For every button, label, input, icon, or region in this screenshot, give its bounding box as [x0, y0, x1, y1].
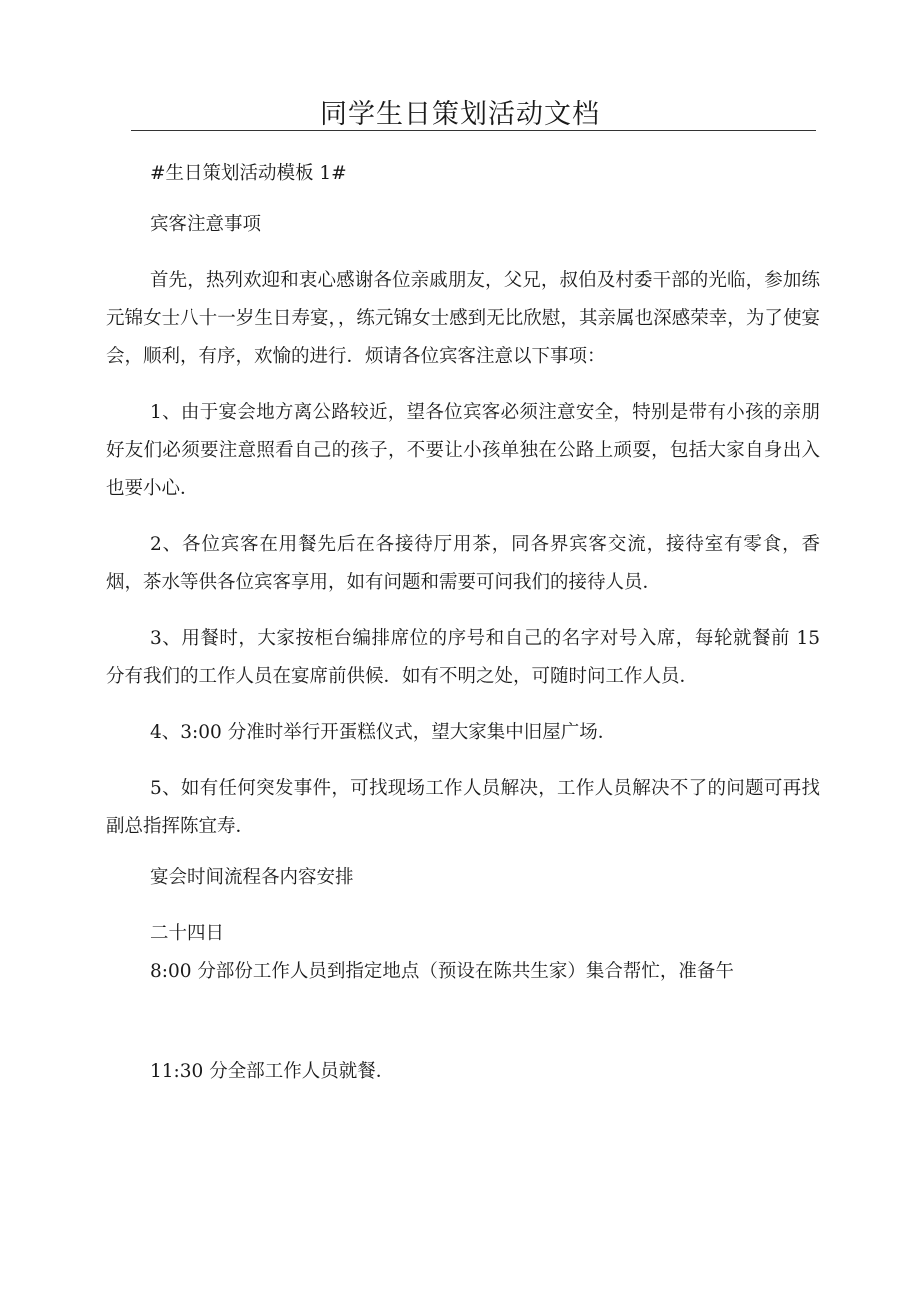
- notice-item-3: 3、用餐时，大家按柜台编排席位的序号和自己的名字对号入席，每轮就餐前 15 分有我们的工作人员在宴席前供候．如有不明之处，可随时问工作人员．: [106, 628, 820, 687]
- section-heading-schedule: 宴会时间流程各内容安排: [150, 867, 354, 888]
- schedule-entry-1: 8:00 分部份工作人员到指定地点（预设在陈共生家）集合帮忙，准备午: [150, 961, 734, 982]
- template-heading: #生日策划活动模板 1#: [150, 163, 347, 184]
- notice-item-2: 2、各位宾客在用餐先后在各接待厅用茶，同各界宾客交流，接待室有零食，香烟，茶水等供各位宾客享用，如有问题和需要可问我们的接待人员．: [106, 534, 820, 593]
- notice-item-5: 5、如有任何突发事件，可找现场工作人员解决，工作人员解决不了的问题可再找副总指挥陈宜寿．: [106, 778, 820, 837]
- document-body: [106, 155, 820, 1091]
- notice-item-4: 4、3:00 分准时举行开蛋糕仪式，望大家集中旧屋广场．: [150, 722, 617, 743]
- intro-paragraph: 首先，热列欢迎和衷心感谢各位亲戚朋友，父兄，叔伯及村委干部的光临，参加练元锦女士八十一岁生日寿宴，，练元锦女士感到无比欣慰，其亲属也深感荣幸，为了使宴会，顺利，有序，欢愉的进行．烦请各位宾客注意以下事项：: [106, 270, 820, 367]
- title-underline: [131, 130, 816, 131]
- day-label: 二十四日: [150, 923, 225, 944]
- page-title: 同学生日策划活动文档: [320, 99, 600, 130]
- schedule-entry-2: 11:30 分全部工作人员就餐．: [150, 1061, 395, 1082]
- notice-item-1: 1、由于宴会地方离公路较近，望各位宾客必须注意安全，特别是带有小孩的亲朋好友们必须要注意照看自己的孩子，不要让小孩单独在公路上顽耍，包括大家自身出入也要小心．: [106, 402, 820, 499]
- section-heading-notice: 宾客注意事项: [150, 214, 262, 235]
